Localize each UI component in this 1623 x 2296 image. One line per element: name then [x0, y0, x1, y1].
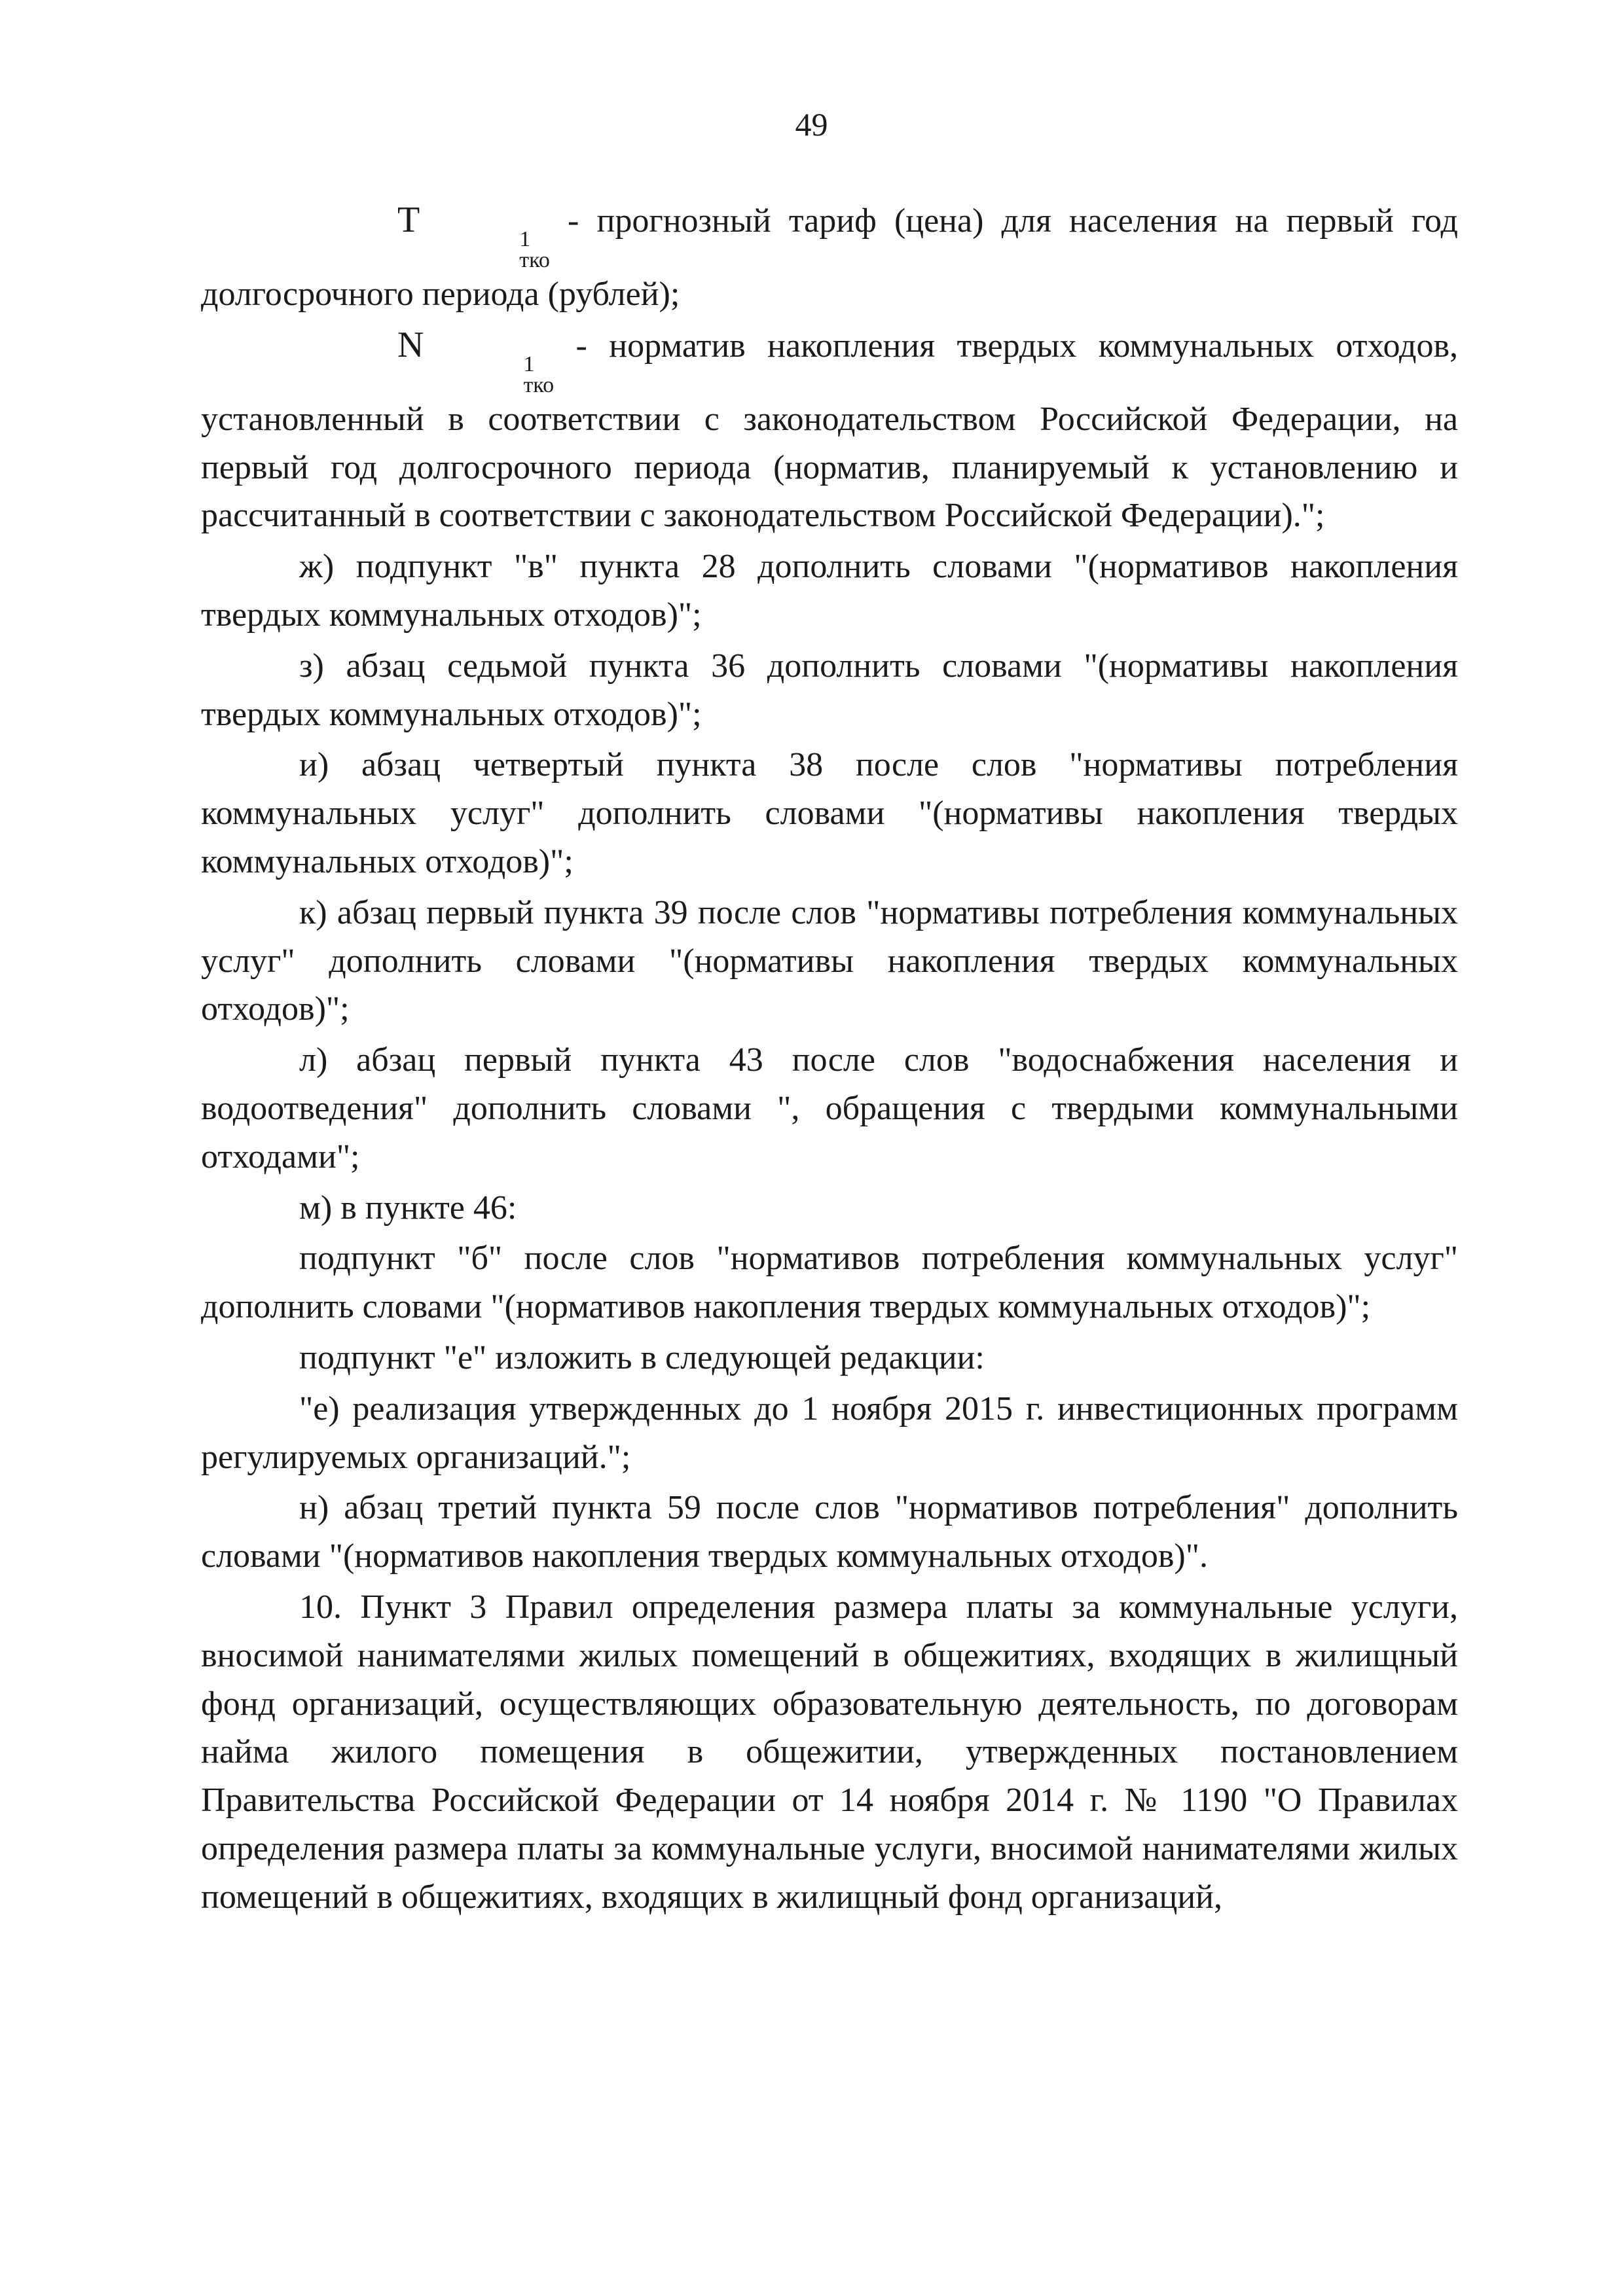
page-number: 49 [795, 106, 828, 143]
formula-subscript: тко [519, 248, 550, 272]
paragraph-text: - прогнозный тариф (цена) для населения на первый год долгосрочного периода (рублей); [201, 202, 1458, 313]
paragraph-text: - норматив накопления твердых коммунальных отходов, установленный в соответствии с законодательством Российской Федерации, на первый год долгосрочного периода (норматив, планируемый к установлению и рассчитанный в соответствии с законодательством Российской Федерации)."; [201, 327, 1458, 535]
paragraph-tariff-definition [201, 196, 1458, 319]
formula-subscript: тко [523, 372, 555, 397]
paragraph-item-k: к) абзац первый пункта 39 после слов "нормативы потребления коммунальных услуг" дополнить словами "(нормативы накопления твердых коммунальных отходов)"; [201, 893, 1458, 1028]
paragraph-item-m: м) в пункте 46: [299, 1189, 517, 1227]
paragraph-item-l: л) абзац первый пункта 43 после слов "водоснабжения населения и водоотведения" дополнить словами ", обращения с твердыми коммунальными отходами"; [201, 1041, 1458, 1175]
paragraph-item-n: н) абзац третий пункта 59 после слов "нормативов потребления" дополнить словами "(нормативов накопления твердых коммунальных отходов)". [201, 1489, 1458, 1575]
formula-norm-symbol [299, 321, 554, 395]
formula-tariff-symbol [299, 196, 550, 270]
paragraph-point-10: 10. Пункт 3 Правил определения размера платы за коммунальные услуги, вносимой нанимателями жилых помещений в общежитиях, входящих в жилищный фонд организаций, осуществляющих образовательную деятельность, по договорам найма жилого помещения в общежитии, утвержденных постановлением Правительства Российской Федерации от 14 ноября 2014 г. № 1190 "О Правилах определения размера платы за коммунальные услуги, вносимой нанимателями жилых помещений в общежитиях, входящих в жилищный фонд организаций, [201, 1588, 1458, 1916]
paragraph-subitem-e-text: "е) реализация утвержденных до 1 ноября 2015 г. инвестиционных программ регулируемых организаций."; [201, 1390, 1458, 1476]
paragraph-item-z: з) абзац седьмой пункта 36 дополнить словами "(нормативы накопления твердых коммунальных отходов)"; [201, 647, 1458, 733]
formula-superscript: 1 [519, 227, 531, 251]
formula-superscript: 1 [523, 351, 535, 376]
paragraph-item-zh: ж) подпункт "в" пункта 28 дополнить словами "(нормативов накопления твердых коммунальных отходов)"; [201, 548, 1458, 634]
paragraph-item-i: и) абзац четвертый пункта 38 после слов "нормативы потребления коммунальных услуг" дополнить словами "(нормативы накопления твердых коммунальных отходов)"; [201, 746, 1458, 880]
formula-base: N [397, 324, 424, 365]
formula-base: T [397, 200, 420, 240]
paragraph-subitem-e-intro: подпункт "е" изложить в следующей редакции: [299, 1338, 985, 1376]
paragraph-norm-definition [201, 321, 1458, 540]
paragraph-subitem-b: подпункт "б" после слов "нормативов потребления коммунальных услуг" дополнить словами "(нормативов накопления твердых коммунальных отходов)"; [201, 1240, 1458, 1326]
document-body [201, 196, 1458, 1924]
